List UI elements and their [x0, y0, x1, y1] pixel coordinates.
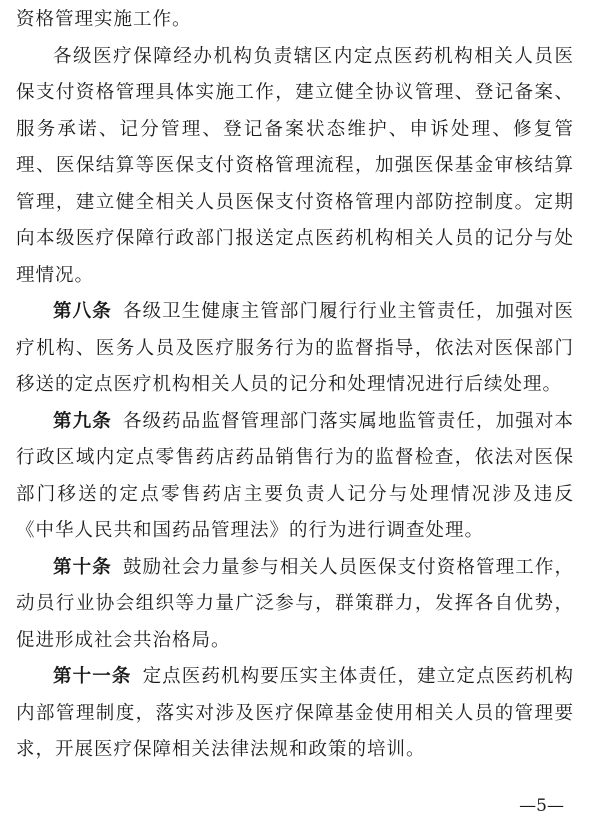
article-11 — [16, 659, 574, 769]
paragraph-handling-agencies — [16, 39, 574, 295]
article-number: 第九条 — [53, 410, 112, 432]
article-10 — [16, 550, 574, 660]
article-text: 各级药品监督管理部门落实属地监管责任，加强对本行政区域内定点零售药店药品销售行为的监督检查，依法对医保部门移送的定点零售药店主要负责人记分与处理情况涉及违反《中华人民共和国药品管理法》的行为进行调查处理。 — [16, 410, 574, 541]
article-number: 第十一条 — [53, 666, 132, 687]
article-number: 第十条 — [53, 556, 112, 578]
paragraph-text: 资格管理实施工作。 — [16, 9, 192, 30]
article-8 — [16, 294, 574, 404]
article-text: 各级卫生健康主管部门履行行业主管责任，加强对医疗机构、医务人员及医疗服务行为的监督指导，依法对医保部门移送的定点医疗机构相关人员的记分和处理情况进行后续处理。 — [16, 301, 574, 395]
article-text: 定点医药机构要压实主体责任，建立定点医药机构内部管理制度，落实对涉及医疗保障基金使用相关人员的管理要求，开展医疗保障相关法律法规和政策的培训。 — [16, 666, 574, 760]
page-number: —5— — [519, 796, 564, 816]
paragraph-continuation — [16, 2, 574, 39]
article-number: 第八条 — [53, 301, 112, 322]
article-text: 鼓励社会力量参与相关人员医保支付资格管理工作，动员行业协会组织等力量广泛参与，群策群力，发挥各自优势，促进形成社会共治格局。 — [16, 556, 574, 651]
article-9 — [16, 404, 574, 550]
body-text — [16, 2, 574, 769]
paragraph-text: 各级医疗保障经办机构负责辖区内定点医药机构相关人员医保支付资格管理具体实施工作，建立健全协议管理、登记备案、服务承诺、记分管理、登记备案状态维护、申诉处理、修复管理、医保结算等医保支付资格管理流程，加强医保基金审核结算管理，建立健全相关人员医保支付资格管理内部防控制度。定期向本级医疗保障行政部门报送定点医药机构相关人员的记分与处理情况。 — [16, 45, 574, 286]
